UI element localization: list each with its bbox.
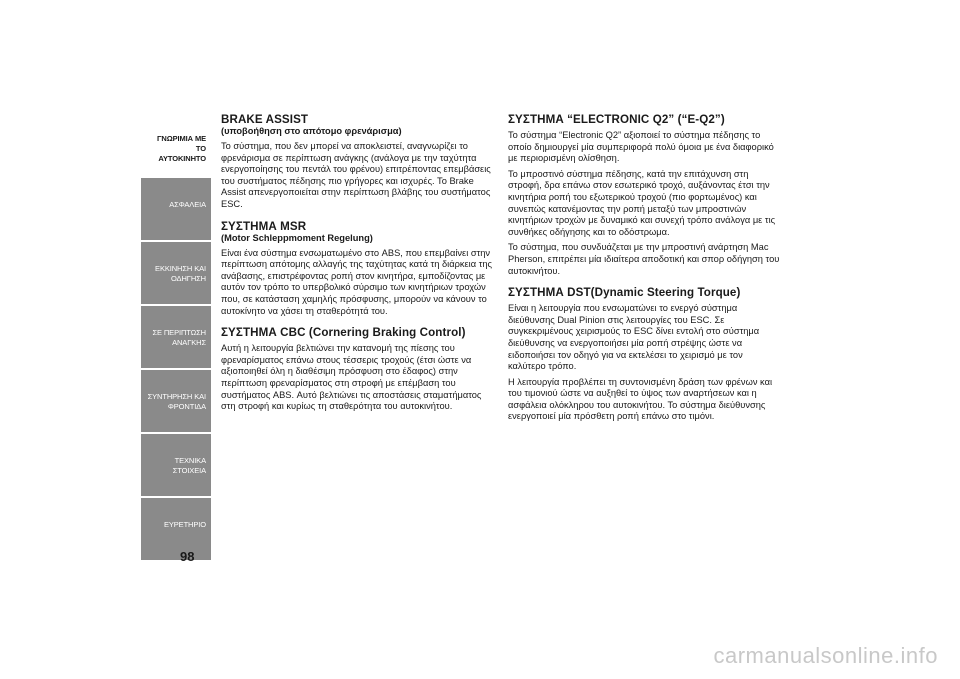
eq2-section <box>508 113 783 277</box>
section-paragraph: Είναι η λειτουργία που ενσωματώνει το ενεργό σύστημα διεύθυνσης Dual Pinion στις λειτουργίες του ESC. Σε συγκεκριμένους χειρισμούς το ESC δίνει εντολή στο σύστημα διεύθυνσης να ενεργοποιήσει μία ροπή στρέψης ώστε να ειδοποιήσει τον οδηγό για να εκτελέσει το χειρισμό με τον καλύτερο τρόπο. <box>508 303 760 372</box>
section-subtitle: (υποβοήθηση στο απότομο φρενάρισμα) <box>221 126 402 136</box>
tab-emergency[interactable] <box>141 306 211 368</box>
tab-label: ΤΕΧΝΙΚΑ ΣΤΟΙΧΕΙΑ <box>172 456 206 475</box>
section-body: Είναι ένα σύστημα ενσωματωμένο στο ABS, που επεμβαίνει στην περίπτωση απότομης αλλαγής της ταχύτητας κατά τη διάρκεια της ανάβασης, επιστρέφοντας ροπή στον κινητήρα, εμποδίζοντας με αυτόν τον τρόπο το υπερβολικό σύρσιμο των κινητήριων τροχών που, σε κατάσταση χαμηλής πρόσφυσης, μπορούν να κάνουν το αυτοκίνητο να χάσει τη σταθερότητά του. <box>221 247 493 316</box>
tab-label: ΣΥΝΤΗΡΗΣΗ ΚΑΙ ΦΡΟΝΤΙΔΑ <box>147 392 206 411</box>
section-title: ΣΥΣΤΗΜΑ CBC (Cornering Braking Control) <box>221 326 466 340</box>
tab-label: ΑΣΦΑΛΕΙΑ <box>169 200 206 209</box>
tab-maintenance[interactable] <box>141 370 211 432</box>
section-paragraph: Το σύστημα “Electronic Q2” αξιοποιεί το σύστημα πέδησης το οποίο δημιουργεί μία συμπεριφορά πολύ όμοια με ένα διαφορικό με περιορισμένη ολίσθηση. <box>508 130 774 164</box>
section-title: ΣΥΣΤΗΜΑ “ELECTRONIC Q2” (“E-Q2”) <box>508 113 725 126</box>
tab-label: ΓΝΩΡΙΜΙΑ ΜΕ ΤΟ ΑΥΤΟΚΙΝΗΤΟ <box>156 134 206 163</box>
tab-index[interactable] <box>141 498 211 560</box>
brake-assist-section <box>221 113 493 211</box>
tab-getting-to-know-car[interactable] <box>141 114 211 176</box>
tab-technical-data[interactable] <box>141 434 211 496</box>
dst-section <box>508 286 783 423</box>
watermark: carmanualsonline.info <box>713 643 938 668</box>
chapter-tabs <box>141 114 211 562</box>
tab-label: ΣΕ ΠΕΡΙΠΤΩΣΗ ΑΝΑΓΚΗΣ <box>152 328 206 347</box>
section-title: ΣΥΣΤΗΜΑ MSR <box>221 219 307 233</box>
section-paragraph: Η λειτουργία προβλέπει τη συντονισμένη δράση των φρένων και του τιμονιού ώστε να αυξηθεί το ύψος των αναρτήσεων και η ασφάλεια ολόκληρου του αυτοκινήτου. Το σύστημα διεύθυνσης ενεργοποιεί μία πρόσθετη ροπή επάνω στο τιμόνι. <box>508 376 773 422</box>
section-body: Αυτή η λειτουργία βελτιώνει την κατανομή της πίεσης του φρεναρίσματος επάνω στους τέσσερις τροχούς (έτσι ώστε να αξιοποιηθεί όλη η διαθέσιμη πρόσφυση στο έδαφος) στην περίπτωση φρεναρίσματος στη στροφή με επέμβαση του συστήματος ABS. Αυτό βελτιώνει τις αποστάσεις σταματήματος στη στροφή και κυρίως τη σταθερότητα του αυτοκινήτου. <box>221 343 482 412</box>
tab-safety[interactable] <box>141 178 211 240</box>
msr-section <box>221 220 493 318</box>
section-body: Το σύστημα, που δεν μπορεί να αποκλειστεί, αναγνωρίζει το φρενάρισμα σε περίπτωση ανάγκης (ανάλογα με την ταχύτητα ενεργοποίησης του πεντάλ του φρένου) επιτρέποντας επεμβάσεις του συστήματος πέδησης πιο γρήγορες και ισχυρές. Το Brake Assist απενεργοποιείται στην περίπτωση βλάβης του συστήματος ESC. <box>221 141 491 209</box>
section-title: ΣΥΣΤΗΜΑ DST(Dynamic Steering Torque) <box>508 286 741 300</box>
section-subtitle: (Motor Schleppmoment Regelung) <box>221 232 373 243</box>
left-column <box>221 113 493 422</box>
cbc-section <box>221 326 493 413</box>
section-paragraph: Το σύστημα, που συνδυάζεται με την μπροστινή ανάρτηση Mac Pherson, επιτρέπει μία ιδιαίτερα αποδοτική και σπορ οδήγηση του αυτοκινήτου. <box>508 242 780 276</box>
page-number: 98 <box>180 549 195 564</box>
tab-label: ΕΚΚΙΝΗΣΗ ΚΑΙ ΟΔΗΓΗΣΗ <box>155 264 206 283</box>
tab-starting-driving[interactable] <box>141 242 211 304</box>
right-column <box>508 113 783 432</box>
section-paragraph: Το μπροστινό σύστημα πέδησης, κατά την επιτάχυνση στη στροφή, δρα επάνω στον εσωτερικό τροχό, αυξάνοντας έτσι την κινητήρια ροπή του εξωτερικού τροχού (πιο φορτωμένος) και συνεπώς κατανέμοντας την ροπή μεταξύ των μπροστινών κινητήριων τροχών με δυναμικό και συνεχή τρόπο ανάλογα με τις συνθήκες οδήγησης και το οδόστρωμα. <box>508 168 776 237</box>
section-title: BRAKE ASSIST <box>221 113 309 126</box>
tab-label: ΕΥΡΕΤΗΡΙΟ <box>163 520 206 529</box>
